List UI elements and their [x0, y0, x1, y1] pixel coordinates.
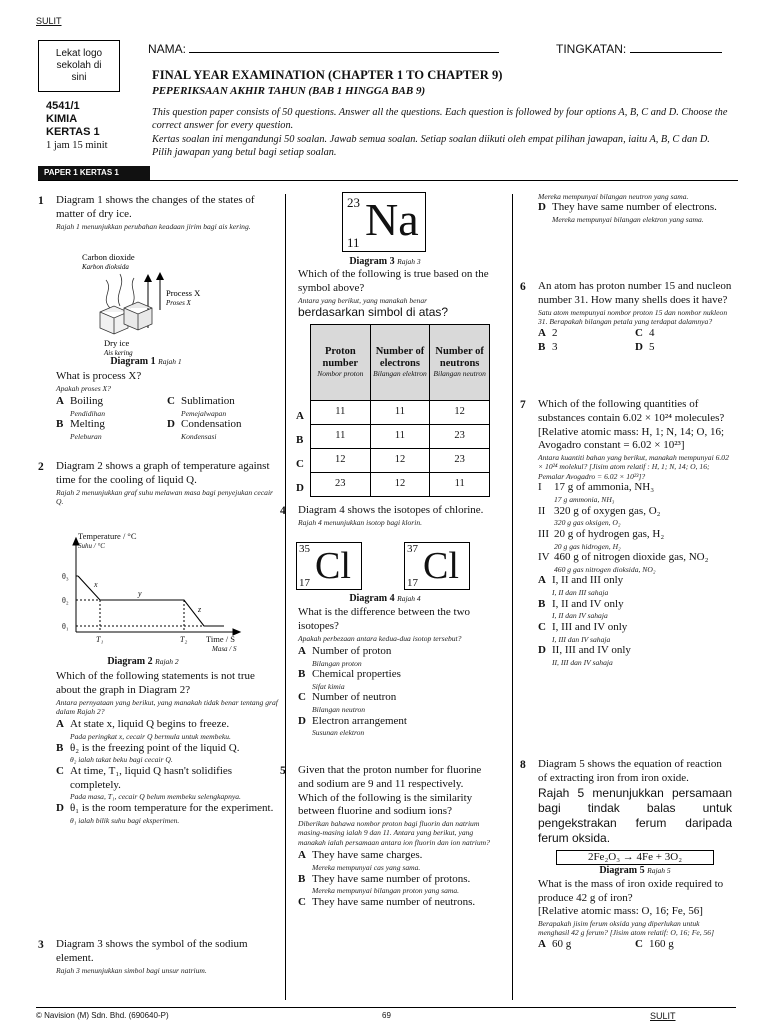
table-row [311, 449, 490, 473]
table-cell: 12 [370, 449, 430, 473]
header-text: Proton number [322, 346, 359, 370]
exam-subtitle: PEPERIKSAAN AKHIR TAHUN (BAB 1 HINGGA BAB 9) [152, 85, 426, 97]
diagram-5-caption-my: Rajah 5 [647, 866, 671, 876]
question-2-option-b[interactable] [56, 742, 278, 765]
question-8-text: Diagram 5 shows the equation of reaction of extracting iron from iron oxide. [538, 758, 722, 784]
table-header-neutrons [430, 325, 490, 401]
graph-T1: T₁ [96, 635, 104, 644]
question-5-option-a[interactable] [298, 849, 494, 872]
question-6-text: An atom has proton number 15 and nucleon number 31. How many shells does it have? [538, 280, 732, 306]
sulit-label-top: SULIT [36, 16, 62, 26]
question-6-option-a[interactable] [538, 327, 635, 341]
question-1-number: 1 [38, 195, 44, 207]
option-letter: A [56, 718, 64, 731]
question-2-option-c[interactable] [56, 765, 278, 802]
instructions-en-text: This question paper consists of 50 questions. Answer all the questions. Each question is followed by four options A, B, C and D. Choose the correct answer for every question. [152, 107, 728, 132]
option-text-my: Kondensasi [181, 432, 217, 442]
question-5-continued [538, 192, 732, 225]
paper-duration: 1 jam 15 minit [46, 139, 108, 151]
question-6 [520, 280, 732, 355]
header-text: Number of electrons [375, 346, 425, 370]
item-text-my: 17 g ammonia, NH₃ [554, 495, 615, 505]
question-5-option-b[interactable] [298, 873, 494, 896]
question-2-ask-my: Antara pernyataan yang berikut, yang manakah tidak benar tentang graf dalam Rajah 2? [56, 697, 278, 716]
item-text-my: 320 g gas oksigen, O₂ [554, 518, 621, 528]
diagram-5-caption-en: Diagram 5 [599, 865, 645, 877]
question-7-text-constants: [Relative atomic mass: H, 1; N, 14; O, 16; Avogadro constant = 6.02 × 10²³] [538, 425, 725, 452]
question-7-option-c[interactable] [538, 621, 732, 644]
option-text: At state x, liquid Q begins to freeze. [70, 718, 230, 731]
option-text: Condensation [181, 418, 242, 431]
option-letter: A [538, 327, 546, 340]
question-1 [38, 194, 278, 231]
option-letter: B [56, 741, 64, 754]
question-2-option-d[interactable] [56, 802, 278, 825]
item-text: 20 g of hydrogen gas, H₂ [554, 527, 665, 540]
school-logo-placeholder [38, 40, 120, 92]
option-text: They have same charges. [312, 849, 423, 862]
graph-ylabel-my: Suhu / °C [78, 542, 105, 550]
footer-publisher: © Navision (M) Sdn. Bhd. (690640-P) [36, 1011, 169, 1020]
question-4-text-my: Rajah 4 menunjukkan isotop bagi klorin. [298, 517, 423, 527]
option-letter: D [56, 801, 64, 814]
question-6-number: 6 [520, 281, 526, 293]
sodium-symbol: Na [365, 194, 419, 245]
graph-x-label: x [94, 580, 98, 589]
diagram-1-caption-my: Rajah 1 [158, 357, 182, 366]
diagram-4-caption-en: Diagram 4 [349, 593, 395, 604]
dry-ice-diagram [70, 250, 270, 358]
question-3-ask: Which of the following is true based on the symbol above? [298, 268, 489, 294]
table-row-label-c[interactable]: C [296, 458, 304, 470]
diagram-3-caption-my: Rajah 3 [397, 257, 421, 266]
graph-theta2: θ₂ [62, 596, 69, 605]
graph-xlabel: Time / S [206, 634, 235, 644]
question-5-option-d[interactable] [538, 201, 732, 224]
diagram-2-caption-en: Diagram 2 [107, 656, 153, 667]
option-text: θ₁ is the room temperature for the experiment. [70, 801, 274, 814]
question-7-item-3 [538, 528, 732, 551]
option-text-my: Pada peringkat x, cecair Q bermula untuk membeku. [70, 732, 231, 742]
paper-code: 4541/1 [46, 100, 80, 112]
option-letter: B [56, 418, 64, 431]
option-text: I, III and IV only [552, 620, 628, 633]
question-4-body [298, 606, 494, 738]
question-8-ask-constants: [Relative atomic mass: O, 16; Fe, 56] [538, 905, 703, 918]
question-1-option-b[interactable] [56, 418, 167, 441]
footer-page-number: 69 [382, 1011, 391, 1020]
diagram-4-caption [330, 593, 440, 605]
question-2-ask: Which of the following statements is not true about the graph in Diagram 2? [56, 670, 255, 696]
instructions-my-text: Kertas soalan ini mengandungi 50 soalan. Jawab semua soalan. Setiap soalan diikuti oleh empat pilihan jawapan, iaitu A, B, C dan D. Pilih jawapan yang betul bagi setiap soalan. [152, 134, 710, 159]
option-letter: D [538, 644, 546, 657]
equation-box: 2Fe₂O₃ → 4Fe + 3O₂ [556, 850, 714, 866]
question-7-option-b[interactable] [538, 598, 732, 621]
option-text-my: I, II dan III sahaja [552, 588, 609, 598]
option-letter: B [298, 668, 306, 681]
question-7-option-d[interactable] [538, 644, 732, 667]
table-cell: 11 [311, 425, 371, 449]
table-cell: 23 [430, 449, 490, 473]
graph-T2: T₂ [180, 635, 188, 644]
question-7-number: 7 [520, 399, 526, 411]
dry-ice-label-co2-my: Karbon dioksida [82, 263, 129, 271]
question-2-text-my: Rajah 2 menunjukkan graf suhu melawan masa bagi penyejukan cecair Q. [56, 487, 274, 506]
exam-title: FINAL YEAR EXAMINATION (CHAPTER 1 TO CHAPTER 9) [152, 68, 503, 82]
question-3-ask-bold: berdasarkan simbol di atas? [298, 304, 449, 319]
option-text-my: Mereka mempunyai bilangan proton yang sama. [312, 886, 460, 896]
question-5-option-c[interactable] [298, 896, 494, 910]
option-text-my: Pendidihan [70, 408, 106, 418]
cl35-mass-number: 35 [299, 543, 310, 555]
name-field[interactable] [148, 42, 499, 57]
option-text-my: Pemejalwapan [181, 408, 227, 418]
option-letter: A [298, 644, 306, 657]
table-row [311, 473, 490, 497]
table-cell: 11 [370, 401, 430, 425]
option-text-my: θ₁ ialah bilik suhu bagi eksperimen. [70, 815, 180, 825]
question-3-text-my: Rajah 3 menunjukkan simbol bagi unsur natrium. [56, 965, 207, 975]
question-1-option-d[interactable] [167, 418, 278, 441]
option-text-my: II, III dan IV sahaja [552, 657, 613, 667]
option-letter: C [635, 937, 643, 950]
graph-ylabel: Temperature / °C [78, 532, 137, 541]
question-1-ask: What is process X? [56, 370, 142, 382]
option-text: At time, T₁, liquid Q hasn't solidifies completely. [70, 764, 233, 791]
question-8-option-a[interactable] [538, 938, 635, 952]
question-3-number: 3 [38, 939, 44, 951]
name-label: NAMA: [148, 42, 187, 56]
option-letter: D [167, 418, 175, 431]
option-text: θ₂ is the freezing point of the liquid Q. [70, 741, 240, 754]
item-text: 320 g of oxygen gas, O₂ [554, 504, 661, 517]
diagram-2-caption-my: Rajah 2 [155, 657, 179, 666]
option-text: They have same number of neutrons. [312, 895, 476, 908]
question-2 [38, 460, 278, 506]
question-6-option-c[interactable] [635, 327, 732, 341]
option-text-my: Bilangan proton [312, 658, 362, 668]
option-text: They have same number of electrons. [552, 201, 717, 214]
question-4 [280, 504, 494, 527]
option-letter: B [298, 872, 306, 885]
option-text-my: θ₂ ialah takat beku bagi cecair Q. [70, 755, 173, 765]
question-4-ask: What is the difference between the two isotopes? [298, 606, 471, 632]
question-4-ask-my: Apakah perbezaan antara kedua-dua isotop tersebut? [298, 633, 462, 643]
graph-y-label: y [138, 589, 142, 598]
question-2-option-a[interactable] [56, 718, 278, 741]
question-2-text: Diagram 2 shows a graph of temperature against time for the cooling of liquid Q. [56, 460, 270, 486]
header-text: Number of neutrons [435, 346, 484, 370]
diagram-4-caption-my: Rajah 4 [397, 594, 421, 603]
question-8-option-c[interactable] [635, 938, 732, 952]
cooling-curve-graph [56, 532, 256, 654]
cl37-mass-number: 37 [407, 543, 418, 555]
option-text: 2 [552, 327, 558, 340]
table-row-label-a[interactable]: A [296, 410, 304, 422]
sodium-mass-number: 23 [347, 195, 360, 210]
option-letter: A [56, 395, 64, 408]
question-4-number: 4 [280, 505, 286, 517]
option-text: 3 [552, 341, 558, 354]
header-rule [38, 180, 738, 181]
question-8-ask: What is the mass of iron oxide required to produce 42 g of iron? [538, 877, 724, 904]
option-text: II, III and IV only [552, 644, 631, 657]
option-text: Number of proton [312, 644, 392, 657]
question-3 [38, 938, 278, 975]
item-text: 460 g of nitrogen dioxide gas, NO₂ [554, 551, 709, 564]
graph-theta3: θ₃ [62, 572, 69, 581]
table-row-label-b[interactable]: B [296, 434, 304, 446]
graph-xlabel-my: Masa / S [212, 645, 237, 653]
dry-ice-label-process: Process X [166, 288, 201, 298]
option-letter: C [298, 895, 306, 908]
table-header-proton [311, 325, 371, 401]
question-7-item-4 [538, 551, 732, 574]
item-numeral: III [538, 527, 549, 540]
header-text-my: Bilangan neutron [433, 369, 486, 379]
option-letter: D [298, 714, 306, 727]
header-text-my: Bilangan elektron [373, 369, 427, 379]
table-cell: 12 [430, 401, 490, 425]
column-divider-2 [512, 194, 513, 1000]
option-letter: D [538, 201, 546, 214]
option-text: 160 g [649, 937, 674, 950]
question-7-item-2 [538, 505, 732, 528]
option-letter: C [635, 327, 643, 340]
table-cell: 12 [370, 473, 430, 497]
option-text: They have same number of protons. [312, 872, 471, 885]
table-cell: 23 [430, 425, 490, 449]
cl37-symbol: Cl [423, 545, 459, 587]
question-1-option-c[interactable] [167, 395, 278, 418]
paper-tag: PAPER 1 KERTAS 1 [38, 166, 150, 180]
diagram-3-caption [330, 256, 440, 268]
dry-ice-label-dryice: Dry ice [104, 338, 130, 348]
question-7-item-1 [538, 481, 732, 504]
option-text-my: Pada masa, T₁, cecair Q belum membeku selengkapnya. [70, 792, 241, 802]
sodium-symbol-box [342, 192, 426, 252]
diagram-1-caption-en: Diagram 1 [110, 356, 156, 367]
diagram-5-caption [538, 865, 732, 878]
item-text: 17 g of ammonia, NH₃ [554, 481, 655, 494]
option-text: 60 g [552, 937, 572, 950]
question-7-text-my: Antara kuantiti bahan yang berikut, manakah mempunyai 6.02 × 10²⁴ molekul? [Jisim atom relatif : H, 1; N, 14; O, 16; Pemalar Avogadro = 6.02 × 10²³]? [538, 453, 729, 481]
question-7 [520, 398, 732, 667]
cl35-atomic-number: 17 [299, 577, 310, 589]
name-line[interactable] [189, 43, 499, 53]
question-1-ask-my: Apakah proses X? [56, 383, 111, 393]
option-text: Sublimation [181, 395, 235, 408]
option-text-my: I, III dan IV sahaja [552, 634, 611, 644]
question-8-number: 8 [520, 759, 526, 771]
table-cell: 11 [311, 401, 371, 425]
paper-subject: KIMIA [46, 113, 78, 126]
option-letter: C [298, 691, 306, 704]
tingkatan-line[interactable] [630, 43, 722, 53]
dry-ice-label-dryice-my: Ais kering [104, 349, 133, 357]
instructions-my [152, 133, 730, 159]
option-text: Number of neutron [312, 691, 397, 704]
table-cell: 11 [370, 425, 430, 449]
question-6-text-my: Satu atom mempunyai nombor proton 15 dan nombor nukleon 31. Berapakah bilangan petala yang terdapat dalamnya? [538, 307, 728, 326]
question-5-option-c-my: Mereka mempunyai bilangan neutron yang sama. [538, 192, 689, 201]
option-letter: D [635, 341, 643, 354]
option-text: 4 [649, 327, 655, 340]
diagram-2-caption [88, 656, 198, 668]
question-5-number: 5 [280, 765, 286, 777]
question-7-text: Which of the following quantities of substances contain 6.02 × 10²⁴ molecules? [538, 398, 725, 424]
table-header-electrons [370, 325, 430, 401]
question-3-text: Diagram 3 shows the symbol of the sodium element. [56, 938, 248, 964]
option-letter: C [167, 395, 175, 408]
option-text-my: Susunan elektron [312, 728, 365, 738]
table-row [311, 425, 490, 449]
cl35-symbol: Cl [315, 545, 351, 587]
question-4-option-b[interactable] [298, 668, 494, 691]
sulit-label-bottom: SULIT [650, 1011, 676, 1021]
question-6-option-d[interactable] [635, 341, 732, 355]
paper-code-block [46, 100, 108, 152]
question-1-body [56, 370, 278, 442]
chlorine-37-box [404, 542, 470, 590]
header-text-my: Nombor proton [317, 369, 364, 379]
logo-placeholder-text: Lekat logo sekolah di sini [55, 48, 103, 83]
question-4-option-c[interactable] [298, 691, 494, 714]
dry-ice-label-co2: Carbon dioxide [82, 252, 135, 262]
question-3-table [310, 324, 490, 497]
option-text: I, II and IV only [552, 597, 624, 610]
question-7-option-a[interactable] [538, 574, 732, 597]
option-letter: A [538, 937, 546, 950]
option-text: Melting [70, 418, 105, 431]
question-1-text: Diagram 1 shows the changes of the states of matter of dry ice. [56, 194, 255, 220]
diagram-3-caption-en: Diagram 3 [349, 256, 395, 267]
footer-rule [36, 1007, 736, 1008]
cl37-atomic-number: 17 [407, 577, 418, 589]
option-text: 5 [649, 341, 655, 354]
tingkatan-label: TINGKATAN: [556, 42, 627, 56]
paper-number: KERTAS 1 [46, 126, 100, 139]
question-8-text-my: Rajah 5 menunjukkan persamaan bagi tindak balas untuk pengekstrakan ferum daripada ferum oksida. [538, 785, 732, 845]
item-text-my: 460 g gas nitrogen dioksida, NO₂ [554, 564, 656, 574]
item-numeral: II [538, 504, 546, 517]
question-4-option-d[interactable] [298, 715, 494, 738]
question-5-text-my: Diberikan bahawa nombor proton bagi fluorin dan natrium masing-masing ialah 9 dan 11. Antara yang berikut, yang manakah ialah persamaan antara ion fluorin dan ion natrium? [298, 819, 490, 847]
option-text-my: Mereka mempunyai bilangan elektron yang sama. [552, 215, 704, 225]
instructions-en [152, 106, 730, 132]
question-8 [520, 758, 732, 952]
option-letter: C [56, 764, 64, 777]
option-letter: C [538, 620, 546, 633]
question-8-ask-my: Berapakah jisim ferum oksida yang diperlukan untuk menghasil 42 g ferum? [Jisim atom relatif: O, 16; Fe, 56] [538, 919, 715, 938]
option-text-my: Mereka mempunyai cas yang sama. [312, 863, 421, 873]
table-cell: 12 [311, 449, 371, 473]
table-row [311, 401, 490, 425]
item-text-my: 20 g gas hidrogen, H₂ [554, 541, 621, 551]
diagram-1-caption [96, 356, 196, 368]
question-2-number: 2 [38, 461, 44, 473]
option-letter: A [538, 574, 546, 587]
question-2-body [56, 670, 278, 825]
question-5-text: Given that the proton number for fluorine and sodium are 9 and 11 respectively. Which of the following is the similarity between fluorine and sodium ions? [298, 764, 482, 818]
question-5 [280, 764, 494, 910]
option-text: Chemical properties [312, 668, 401, 681]
option-text: Electron arrangement [312, 714, 407, 727]
question-4-text: Diagram 4 shows the isotopes of chlorine. [298, 504, 484, 516]
question-6-option-b[interactable] [538, 341, 635, 355]
chlorine-35-box [296, 542, 362, 590]
option-text: I, II and III only [552, 574, 624, 587]
form-field[interactable] [556, 42, 722, 57]
option-text: Boiling [70, 395, 104, 408]
sodium-atomic-number: 11 [347, 235, 360, 250]
item-numeral: IV [538, 551, 550, 564]
table-cell: 11 [430, 473, 490, 497]
option-letter: B [538, 597, 546, 610]
graph-theta1: θ₁ [62, 622, 69, 631]
question-3-body [298, 268, 494, 320]
option-letter: B [538, 341, 546, 354]
dry-ice-label-process-my: Proses X [166, 299, 191, 307]
option-text-my: Peleburan [70, 432, 102, 442]
question-3-ask-my: Antara yang berikut, yang manakah benar [298, 295, 428, 305]
question-1-option-a[interactable] [56, 395, 167, 418]
table-row-label-d[interactable]: D [296, 482, 304, 494]
table-cell: 23 [311, 473, 371, 497]
option-text-my: I, II dan IV sahaja [552, 611, 608, 621]
question-1-text-my: Rajah 1 menunjukkan perubahan keadaan jirim bagi ais kering. [56, 221, 251, 231]
item-numeral: I [538, 481, 542, 494]
question-4-option-a[interactable] [298, 645, 494, 668]
option-letter: A [298, 849, 306, 862]
graph-z-label: z [198, 605, 202, 614]
option-text-my: Bilangan neutron [312, 705, 366, 715]
option-text-my: Sifat kimia [312, 681, 345, 691]
